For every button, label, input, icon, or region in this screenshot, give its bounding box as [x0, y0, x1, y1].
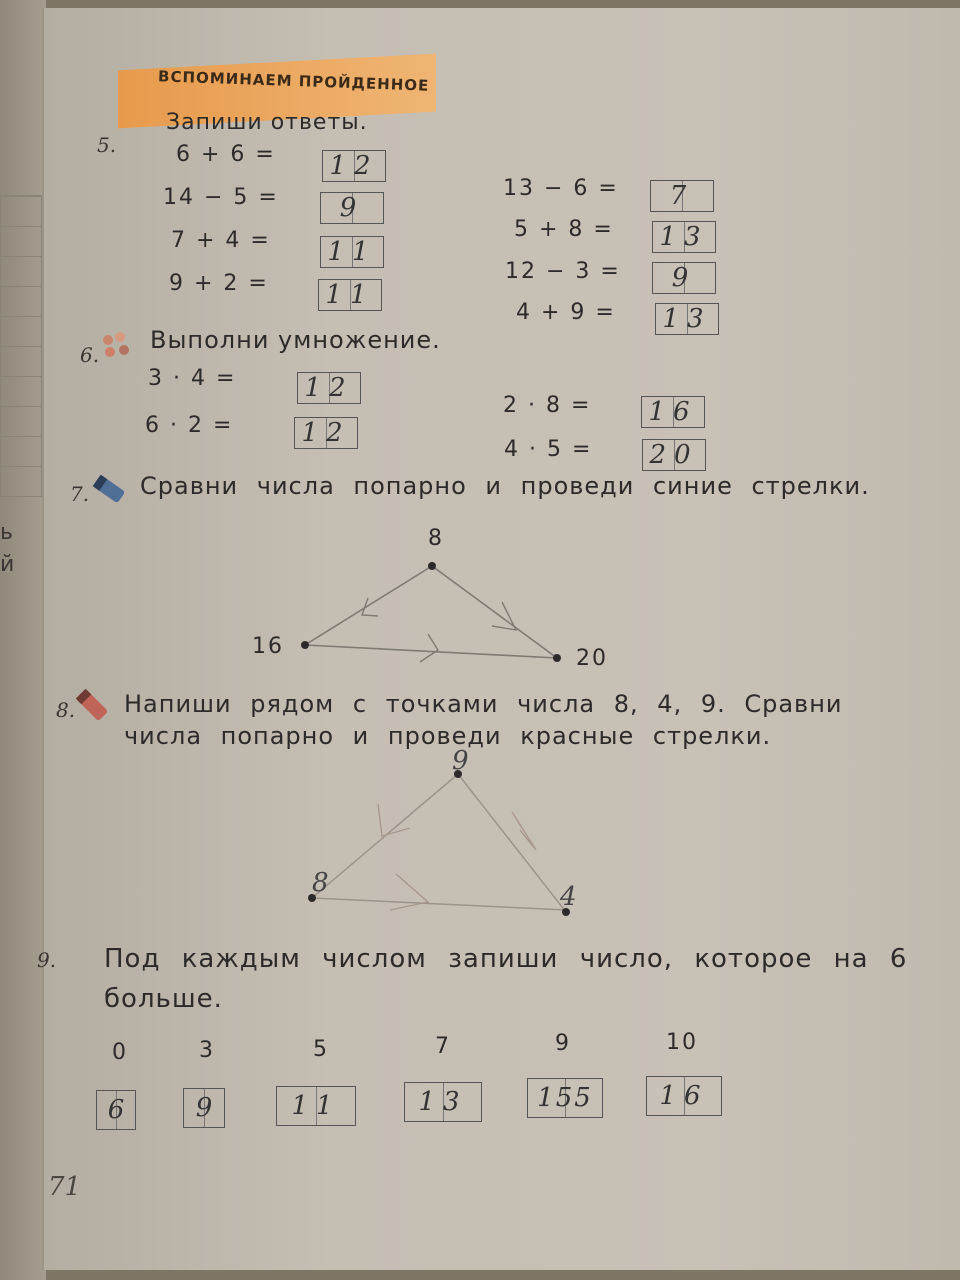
answer-box[interactable] — [652, 221, 716, 253]
handwritten-point-label: 8 — [312, 868, 329, 898]
page-number: 71 — [48, 1172, 82, 1202]
point-dot — [553, 654, 561, 662]
handwritten-answer: 7 — [669, 181, 695, 211]
task-number: 6. — [80, 343, 100, 367]
handwritten-answer: 155 — [537, 1083, 593, 1113]
answer-box[interactable] — [655, 303, 719, 335]
left-page-text: ь — [0, 520, 13, 545]
handwritten-answer: 11 — [327, 237, 377, 267]
task-number: 8. — [56, 698, 76, 722]
equation: 5 + 8 = — [514, 217, 614, 242]
answer-box[interactable] — [297, 372, 361, 404]
task-number: 5. — [97, 133, 117, 157]
answer-box[interactable] — [646, 1076, 722, 1116]
handwritten-answer: 12 — [304, 373, 354, 403]
answer-box[interactable] — [318, 279, 382, 311]
handwritten-answer: 11 — [325, 280, 375, 310]
task-text: Напиши рядом с точками числа 8, 4, 9. Сравни — [124, 690, 843, 718]
equation: 3 · 4 = — [148, 366, 237, 391]
equation: 2 · 8 = — [503, 393, 592, 418]
given-number: 0 — [112, 1040, 128, 1065]
task-text: Под каждым числом запиши число, которое на 6 — [104, 944, 908, 974]
answer-box[interactable] — [641, 396, 705, 428]
handwritten-answer: 13 — [659, 222, 709, 252]
task-title: Выполни умножение. — [150, 326, 441, 354]
point-dot — [428, 562, 436, 570]
answer-box[interactable] — [183, 1088, 225, 1128]
answer-box[interactable] — [320, 236, 384, 268]
handwritten-answer: 11 — [291, 1091, 341, 1121]
equation: 4 + 9 = — [516, 300, 616, 325]
section-title: ВСПОМИНАЕМ ПРОЙДЕННОЕ — [157, 67, 430, 95]
answer-box[interactable] — [527, 1078, 603, 1118]
task7-triangle — [280, 550, 580, 680]
point-label-right: 20 — [576, 646, 608, 671]
handwritten-answer: 9 — [671, 263, 697, 293]
equation: 12 − 3 = — [505, 259, 621, 284]
equation: 6 · 2 = — [145, 413, 234, 438]
equation: 9 + 2 = — [169, 271, 269, 296]
given-number: 3 — [199, 1038, 215, 1063]
point-dot — [301, 641, 309, 649]
task8-triangle — [290, 760, 590, 920]
given-number: 7 — [435, 1034, 451, 1059]
answer-box[interactable] — [320, 192, 384, 224]
equation: 6 + 6 = — [176, 142, 276, 167]
given-number: 10 — [666, 1030, 698, 1055]
handwritten-point-label: 4 — [560, 882, 577, 912]
handwritten-answer: 12 — [301, 418, 351, 448]
grid-box — [0, 195, 42, 497]
handwritten-point-label: 9 — [452, 746, 469, 776]
handwritten-answer: 9 — [339, 193, 365, 223]
answer-box[interactable] — [294, 417, 358, 449]
handwritten-answer: 6 — [107, 1095, 125, 1125]
red-pencil-icon — [70, 684, 114, 728]
point-label-top: 8 — [428, 526, 444, 551]
handwritten-answer: 9 — [195, 1093, 213, 1123]
equation: 13 − 6 = — [503, 176, 619, 201]
handwritten-answer: 13 — [662, 304, 712, 334]
given-number: 9 — [555, 1031, 571, 1056]
handwritten-answer: 16 — [659, 1081, 709, 1111]
equation: 14 − 5 = — [163, 185, 279, 210]
pencil-icon — [88, 470, 130, 510]
task-number: 7. — [70, 482, 90, 506]
answer-box[interactable] — [650, 180, 714, 212]
dots-icon — [100, 330, 136, 360]
task-title: Сравни числа попарно и проведи синие стрелки. — [140, 472, 870, 500]
answer-box[interactable] — [96, 1090, 136, 1130]
handwritten-answer: 13 — [418, 1087, 468, 1117]
task-text: больше. — [104, 984, 223, 1014]
answer-box[interactable] — [652, 262, 716, 294]
equation: 4 · 5 = — [504, 437, 593, 462]
task-number: 9. — [37, 948, 57, 972]
answer-box[interactable] — [642, 439, 706, 471]
task-title: Запиши ответы. — [166, 110, 368, 135]
equation: 7 + 4 = — [171, 228, 271, 253]
point-label-left: 16 — [252, 634, 284, 659]
left-page-edge — [0, 0, 46, 1280]
given-number: 5 — [313, 1037, 329, 1062]
handwritten-answer: 20 — [649, 440, 699, 470]
handwritten-answer: 16 — [648, 397, 698, 427]
answer-box[interactable] — [276, 1086, 356, 1126]
task-text: числа попарно и проведи красные стрелки. — [124, 722, 772, 750]
answer-box[interactable] — [322, 150, 386, 182]
left-page-text: й — [0, 552, 15, 577]
answer-box[interactable] — [404, 1082, 482, 1122]
handwritten-answer: 12 — [329, 151, 379, 181]
